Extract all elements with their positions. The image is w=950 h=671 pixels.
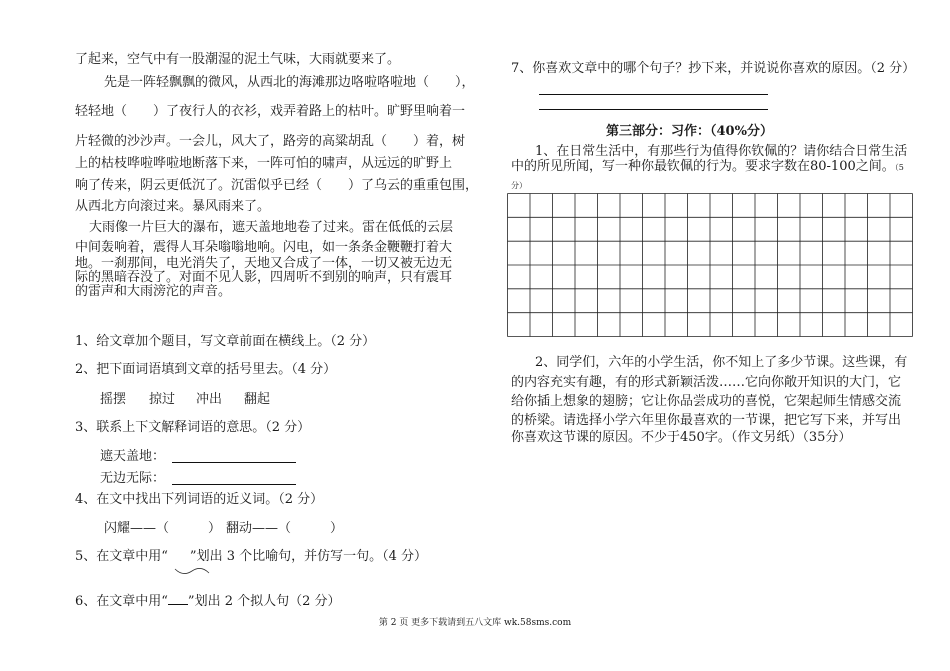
writing-2-line-1: 2、同学们，六年的小学生活，你不知上了多少节课。这些课，有 [535,355,908,370]
section-3-title: 第三部分：习作：（40%分） [606,124,773,139]
writing-2-line-3: 给你插上想象的翅膀；它让你品尝成功的喜悦，它架起师生情感交流 [511,394,902,409]
q2-word-4: 翻起 [244,392,271,407]
passage-line-1: 了起来，空气中有一股潮湿的泥土气味，大雨就要来了。 [75,52,401,67]
writing-2-line-4: 的桥梁。请选择小学六年里你最喜欢的一节课，把它写下来，并写出 [511,413,902,428]
composition-grid[interactable] [507,193,913,337]
q6-straight-underline [168,593,188,605]
q5-suffix: ”划出 3 个比喻句，并仿写一句。（4 分） [189,549,428,564]
question-4: 4、在文中找出下列词语的近义词。（2 分） [75,492,324,507]
passage-line-7: 从西北方向滚过来。暴风雨来了。 [75,199,271,214]
passage-line-11: 际的黑暗吞没了。对面不见人影，四周听不到别的响声，只有震耳 [75,270,453,285]
q4-item-1: 闪耀——（ ） [104,521,222,536]
passage-line-6: 响了传来，阴云更低沉了。沉雷似乎已经（ ）了乌云的重重包围， [75,178,479,193]
q3-answer-line-2[interactable] [172,484,296,485]
q3-answer-line-1[interactable] [172,462,296,463]
q2-word-3: 冲出 [196,392,223,407]
passage-line-10: 地。一刹那间，电光消失了，天地又合成了一体，一切又被无边无 [75,256,453,271]
passage-line-5: 上的枯枝哗啦哗啦地断落下来，一阵可怕的啸声，从远远的旷野上 [75,156,453,171]
question-7: 7、你喜欢文章中的哪个句子？抄下来，并说说你喜欢的原因。（2 分） [511,61,916,76]
q7-answer-line-2[interactable] [539,109,768,110]
q6-suffix: ”划出 2 个拟人句（2 分） [187,594,341,609]
writing-2-line-5: 你喜欢这节课的原因。不少于450字。（作文另纸）（35分） [511,430,852,445]
q3-item-2: 无边无际： [100,471,166,486]
passage-line-12: 的雷声和大雨滂沱的声音。 [75,284,232,299]
q4-item-2: 翻动——（ ） [226,521,344,536]
question-5 [75,549,427,564]
passage-line-3: 轻轻地（ ）了夜行人的衣衫，戏弄着路上的枯叶。旷野里响着一 [75,104,466,119]
question-1: 1、给文章加个题目，写文章前面在横线上。（2 分） [75,334,376,349]
q2-word-2: 掠过 [149,392,176,407]
writing-1-line-1: 1、在日常生活中，有那些行为值得你钦佩的？请你结合日常生活 [535,144,908,159]
writing-1-line-2-text: 中的所见所闻，写一种你最钦佩的行为。要求字数在80-100之间。 [511,159,895,174]
question-2: 2、把下面词语填到文章的括号里去。（4 分） [75,362,337,377]
wavy-underline-icon [174,565,210,577]
q6-prefix: 6、在文章中用“ [75,594,168,609]
q7-answer-line-1[interactable] [539,94,768,95]
writing-1-score-a: （5 [894,163,904,172]
q2-word-1: 摇摆 [100,392,127,407]
passage-line-2: 先是一阵轻飘飘的微风，从西北的海滩那边咯啦咯啦地（ ）， [104,75,475,90]
composition-grid-cells [507,193,913,337]
q3-item-1: 遮天盖地： [100,449,166,464]
question-3: 3、联系上下文解释词语的意思。（2 分） [75,420,311,435]
writing-2-line-2: 的内容充实有趣，有的形式新颖活泼……它向你敞开知识的大门，它 [511,375,902,390]
page-footer: 第 2 页 更多下载请到五八文库 wk.58sms.com [378,618,572,628]
passage-line-8: 大雨像一片巨大的瀑布，遮天盖地地卷了过来。雷在低低的云层 [89,220,454,235]
writing-1-line-2 [511,159,904,175]
passage-line-9: 中间轰响着，震得人耳朵嗡嗡地响。闪电，如一条条金鞭鞭打着大 [75,240,453,255]
writing-1-score-b: 分） [511,181,527,190]
question-6 [75,593,341,609]
q5-prefix: 5、在文章中用“ [75,549,168,564]
passage-line-4: 片轻微的沙沙声。一会儿，风大了，路旁的高粱胡乱（ ）着，树 [75,134,466,149]
